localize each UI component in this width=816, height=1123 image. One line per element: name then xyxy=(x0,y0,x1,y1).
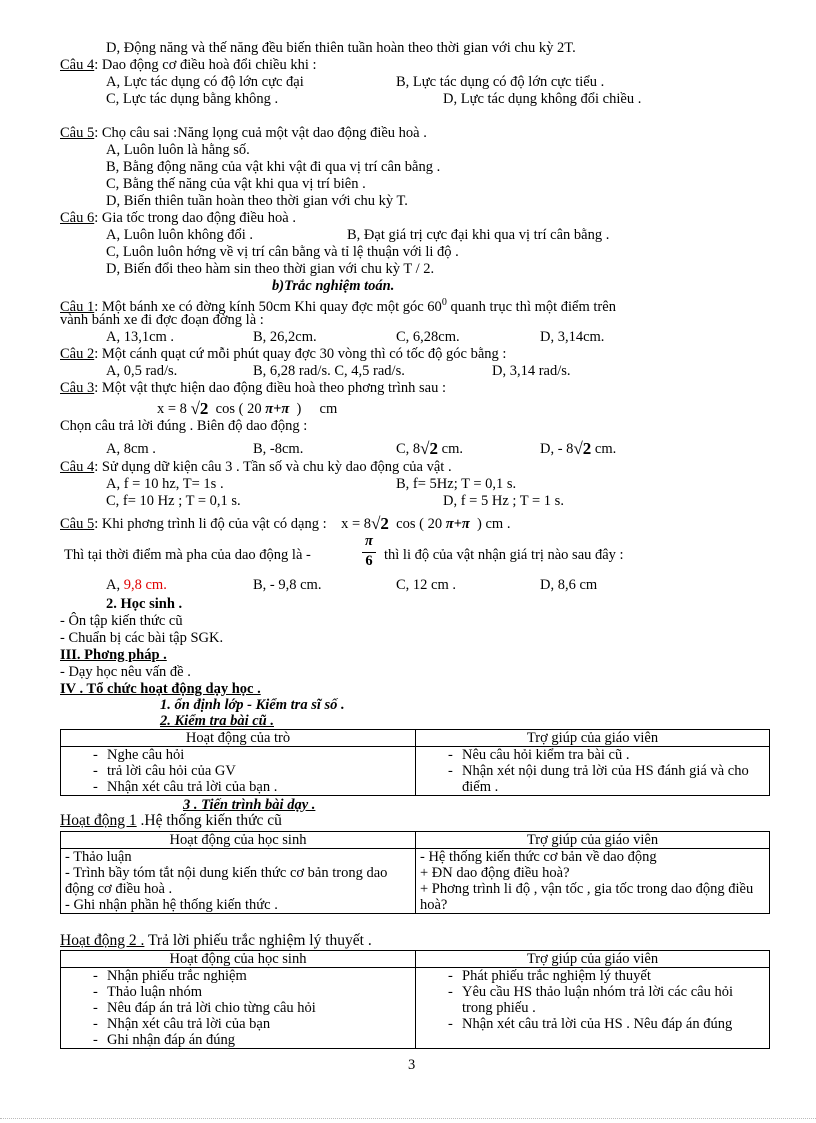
list-item: - Nêu câu hỏi kiểm tra bài cũ . xyxy=(420,747,765,763)
method-item-1: - Dạy học nêu vấn đề . xyxy=(60,664,191,680)
degree-sup: 0 xyxy=(441,297,447,308)
calc-q1-d: D, 3,14cm. xyxy=(540,329,605,345)
correct-answer: 9,8 cm. xyxy=(123,577,167,593)
calc-q3-b: B, -8cm. xyxy=(253,441,304,457)
calc-q5-a xyxy=(106,577,167,593)
list-item: - Ghi nhận phần hệ thống kiến thức . xyxy=(65,897,278,913)
table-header-row xyxy=(61,730,770,747)
org-step-3: 3 . Tiến trình bài dạy . xyxy=(183,797,316,813)
calc-q3-a: A, 8cm . xyxy=(106,441,156,457)
theory-q5-a: A, Luôn luôn là hằng số. xyxy=(106,142,250,158)
calc-q1-b: B, 26,2cm. xyxy=(253,329,317,345)
calc-q5-b: B, - 9,8 cm. xyxy=(253,577,322,593)
frac-den: 6 xyxy=(365,553,373,569)
theory-q5 xyxy=(60,125,427,141)
activity-2-table xyxy=(60,950,770,1049)
student-title: 2. Học sinh . xyxy=(106,596,183,612)
activity-desc: Trả lời phiếu trắc nghiệm lý thuyết . xyxy=(144,932,372,949)
calc-q4-d: D, f = 5 Hz ; T = 1 s. xyxy=(443,493,564,509)
list-item: - Trình bầy tóm tắt nội dung kiến thức cơ bản trong dao động cơ điều hoà . xyxy=(65,865,388,897)
calc-q5-c: C, 12 cm . xyxy=(396,577,457,593)
table-header-left: Hoạt động của học sinh xyxy=(61,832,416,849)
fraction-pi-over-6 xyxy=(362,533,376,570)
table-cell-right xyxy=(416,747,770,796)
calc-q5-d: D, 8,6 cm xyxy=(540,577,598,593)
eq-pi: π+π xyxy=(265,401,290,417)
table-row xyxy=(61,747,770,796)
table-header-right: Trợ giúp của giáo viên xyxy=(416,730,770,747)
theory-q4-a: A, Lực tác dụng có độ lớn cực đại xyxy=(106,74,304,90)
method-title: III. Phơng pháp . xyxy=(60,647,167,663)
list-item: + ĐN dao động điều hoà? xyxy=(420,865,570,881)
q-label: Câu 5 xyxy=(60,125,95,141)
page-number: 3 xyxy=(408,1057,416,1073)
frac-num: π xyxy=(365,533,373,549)
q-text: : Một cánh quạt cứ mỗi phút quay đợc 30 vòng thì có tốc độ góc bằng : xyxy=(94,346,507,362)
list-item: - trả lời câu hỏi của GV xyxy=(65,763,411,779)
calc-q2-bc: B, 6,28 rad/s. C, 4,5 rad/s. xyxy=(253,363,405,379)
q-text: : Một vật thực hiện dao động điều hoà theo phơng trình sau : xyxy=(94,380,447,396)
opt-post: cm. xyxy=(441,441,463,457)
table-cell-right xyxy=(416,968,770,1049)
calc-q1-c: C, 6,28cm. xyxy=(396,329,460,345)
calc-q3 xyxy=(60,380,446,396)
table-header-right: Trợ giúp của giáo viên xyxy=(416,951,770,968)
theory-q4-b: B, Lực tác dụng có độ lớn cực tiểu . xyxy=(396,74,605,90)
calc-q3-d xyxy=(540,441,616,457)
q-text: : Dao động cơ điều hoà đổi chiều khi : xyxy=(94,57,317,73)
calc-q5 xyxy=(60,516,510,532)
student-item-2: - Chuẩn bị các bài tập SGK. xyxy=(60,630,224,646)
sqrt2: √2 xyxy=(190,399,209,418)
theory-q5-d: D, Biến thiên tuần hoàn theo thời gian với chu kỳ T. xyxy=(106,193,408,209)
table-row xyxy=(61,968,770,1049)
list-item: - Ghi nhận đáp án đúng xyxy=(65,1032,411,1048)
student-item-1: - Ôn tập kiến thức cũ xyxy=(60,613,183,629)
table-cell-left xyxy=(61,968,416,1049)
calc-section-title: b)Trắc nghiệm toán. xyxy=(272,278,395,294)
q-label: Câu 1 xyxy=(60,298,95,315)
calc-q4-c: C, f= 10 Hz ; T = 0,1 s. xyxy=(106,493,241,509)
calc-q4-b: B, f= 5Hz; T = 0,1 s. xyxy=(396,476,517,492)
list-item: - Nhận xét câu trả lời của bạn xyxy=(65,1016,411,1032)
list-item: - Phát phiếu trắc nghiệm lý thuyết xyxy=(420,968,765,984)
table-cell-left xyxy=(61,849,416,914)
table-cell-left xyxy=(61,747,416,796)
theory-q6-a: A, Luôn luôn không đổi . xyxy=(106,227,254,243)
calc-q2-a: A, 0,5 rad/s. xyxy=(106,363,178,379)
q-label: Câu 2 xyxy=(60,346,95,362)
calc-q5-line2-post: thì li độ của vật nhận giá trị nào sau đây : xyxy=(384,547,624,563)
theory-q6-b: B, Đạt giá trị cực đại khi qua vị trí cân bằng . xyxy=(347,227,610,243)
opt-label: A, xyxy=(106,577,121,593)
calc-q3-c xyxy=(396,441,463,457)
list-item: - Yêu cầu HS thảo luận nhóm trả lời các câu hỏi trong phiếu . xyxy=(420,984,765,1016)
eq-unit: cm xyxy=(319,401,338,417)
q-text: : Sử dụng dữ kiện câu 3 . Tần số và chu kỳ dao động của vật . xyxy=(94,459,452,475)
activity-2-title xyxy=(60,933,372,949)
q-label: Câu 4 xyxy=(60,57,95,73)
calc-q5-line2-pre: Thì tại thời điểm mà pha của dao động là - xyxy=(64,547,311,563)
calc-q4 xyxy=(60,459,452,475)
activity-label: Hoạt động 1 xyxy=(60,812,137,829)
list-item: - Nhận xét câu trả lời của HS . Nêu đáp án đúng xyxy=(420,1016,765,1032)
activity-1-table xyxy=(60,831,770,914)
q-label: Câu 6 xyxy=(60,210,95,226)
eq-pre: x = 8 xyxy=(157,401,187,417)
eq-cos: cos ( 20 xyxy=(215,401,262,417)
theory-q5-b: B, Bằng động năng của vật khi vật đi qua vị trí cân bằng . xyxy=(106,159,441,175)
opt-pre: D, - 8 xyxy=(540,441,574,457)
activity-1-title xyxy=(60,813,282,829)
list-item: - Nhận xét nội dung trả lời của HS đánh giá và cho điểm . xyxy=(420,763,765,795)
check-old-lesson-table xyxy=(60,729,770,796)
calc-q2 xyxy=(60,346,506,362)
eq-pre: x = 8 xyxy=(341,516,372,532)
table-cell-right xyxy=(416,849,770,914)
list-item: - Nghe câu hỏi xyxy=(65,747,411,763)
opt-post: cm. xyxy=(594,441,617,457)
calc-q3-equation xyxy=(157,401,337,417)
list-item: - Hệ thống kiến thức cơ bản về dao động xyxy=(420,849,657,865)
q-text: : Khi phơng trình li độ của vật có dạng : xyxy=(94,516,327,532)
q-text: : Gia tốc trong dao động điều hoà . xyxy=(94,210,296,226)
theory-q6 xyxy=(60,210,296,226)
prev-option-d: D, Động năng và thế năng đều biến thiên tuần hoàn theo thời gian với chu kỳ 2T. xyxy=(106,40,576,56)
theory-q4-c: C, Lực tác dụng bằng không . xyxy=(106,91,279,107)
list-item: - Nêu đáp án trả lời chio từng câu hỏi xyxy=(65,1000,411,1016)
calc-q1-line2: vành bánh xe đi đợc đoạn đờng là : xyxy=(60,312,264,328)
org-step-1: 1. ổn định lớp - Kiểm tra sĩ số . xyxy=(160,697,345,713)
theory-q4-d: D, Lực tác dụng không đổi chiều . xyxy=(443,91,642,107)
activity-desc: .Hệ thống kiến thức cũ xyxy=(136,812,282,829)
sqrt2: √2 xyxy=(420,439,439,458)
list-item: + Phơng trình li độ , vận tốc , gia tốc trong dao động điều hoà? xyxy=(420,881,754,913)
table-row xyxy=(61,849,770,914)
table-header-right: Trợ giúp của giáo viên xyxy=(416,832,770,849)
opt-pre: C, 8 xyxy=(396,441,421,457)
theory-q5-c: C, Bằng thế năng của vật khi qua vị trí biên . xyxy=(106,176,366,192)
q-label: Câu 5 xyxy=(60,516,95,532)
calc-q2-d: D, 3,14 rad/s. xyxy=(492,363,571,379)
q-label: Câu 4 xyxy=(60,459,95,475)
sqrt2: √2 xyxy=(371,514,389,533)
q-text: : Một bánh xe có đờng kính 50cm Khi quay đợc một góc 60 xyxy=(94,298,442,315)
list-item: - Nhận phiếu trắc nghiệm xyxy=(65,968,411,984)
table-header-row xyxy=(61,832,770,849)
theory-q6-c: C, Luôn luôn hớng về vị trí cân bằng và tỉ lệ thuận với li độ . xyxy=(106,244,459,260)
sqrt2: √2 xyxy=(573,439,592,458)
calc-q1-a: A, 13,1cm . xyxy=(106,329,175,345)
list-item: - Nhận xét câu trả lời của bạn . xyxy=(65,779,411,795)
calc-q3-prompt: Chọn câu trả lời đúng . Biên độ dao động : xyxy=(60,418,308,434)
q-text: : Chọ câu sai :Năng lọng cuả một vật dao động điều hoà . xyxy=(94,125,427,141)
calc-q4-a: A, f = 10 hz, T= 1s . xyxy=(106,476,224,492)
org-step-2: 2. Kiểm tra bài cũ . xyxy=(160,713,274,729)
q-text-cont: quanh trục thì một điểm trên xyxy=(446,298,616,315)
eq-cos: cos ( 20 xyxy=(396,516,443,532)
org-title: IV . Tổ chức hoạt động dạy học . xyxy=(60,681,261,697)
q-label: Câu 3 xyxy=(60,380,95,396)
page-bottom-divider xyxy=(0,1118,816,1119)
eq-post: ) xyxy=(296,401,302,417)
theory-q4 xyxy=(60,57,317,73)
theory-q6-d: D, Biến đổi theo hàm sin theo thời gian với chu kỳ T / 2. xyxy=(106,261,435,277)
list-item: - Thảo luận xyxy=(65,849,132,865)
eq-post: ) cm . xyxy=(477,516,511,532)
table-header-left: Hoạt động của học sinh xyxy=(61,951,416,968)
list-item: - Thảo luận nhóm xyxy=(65,984,411,1000)
table-header-left: Hoạt động của trò xyxy=(61,730,416,747)
activity-label: Hoạt động 2 . xyxy=(60,932,145,949)
eq-pi: π+π xyxy=(445,516,470,532)
table-header-row xyxy=(61,951,770,968)
